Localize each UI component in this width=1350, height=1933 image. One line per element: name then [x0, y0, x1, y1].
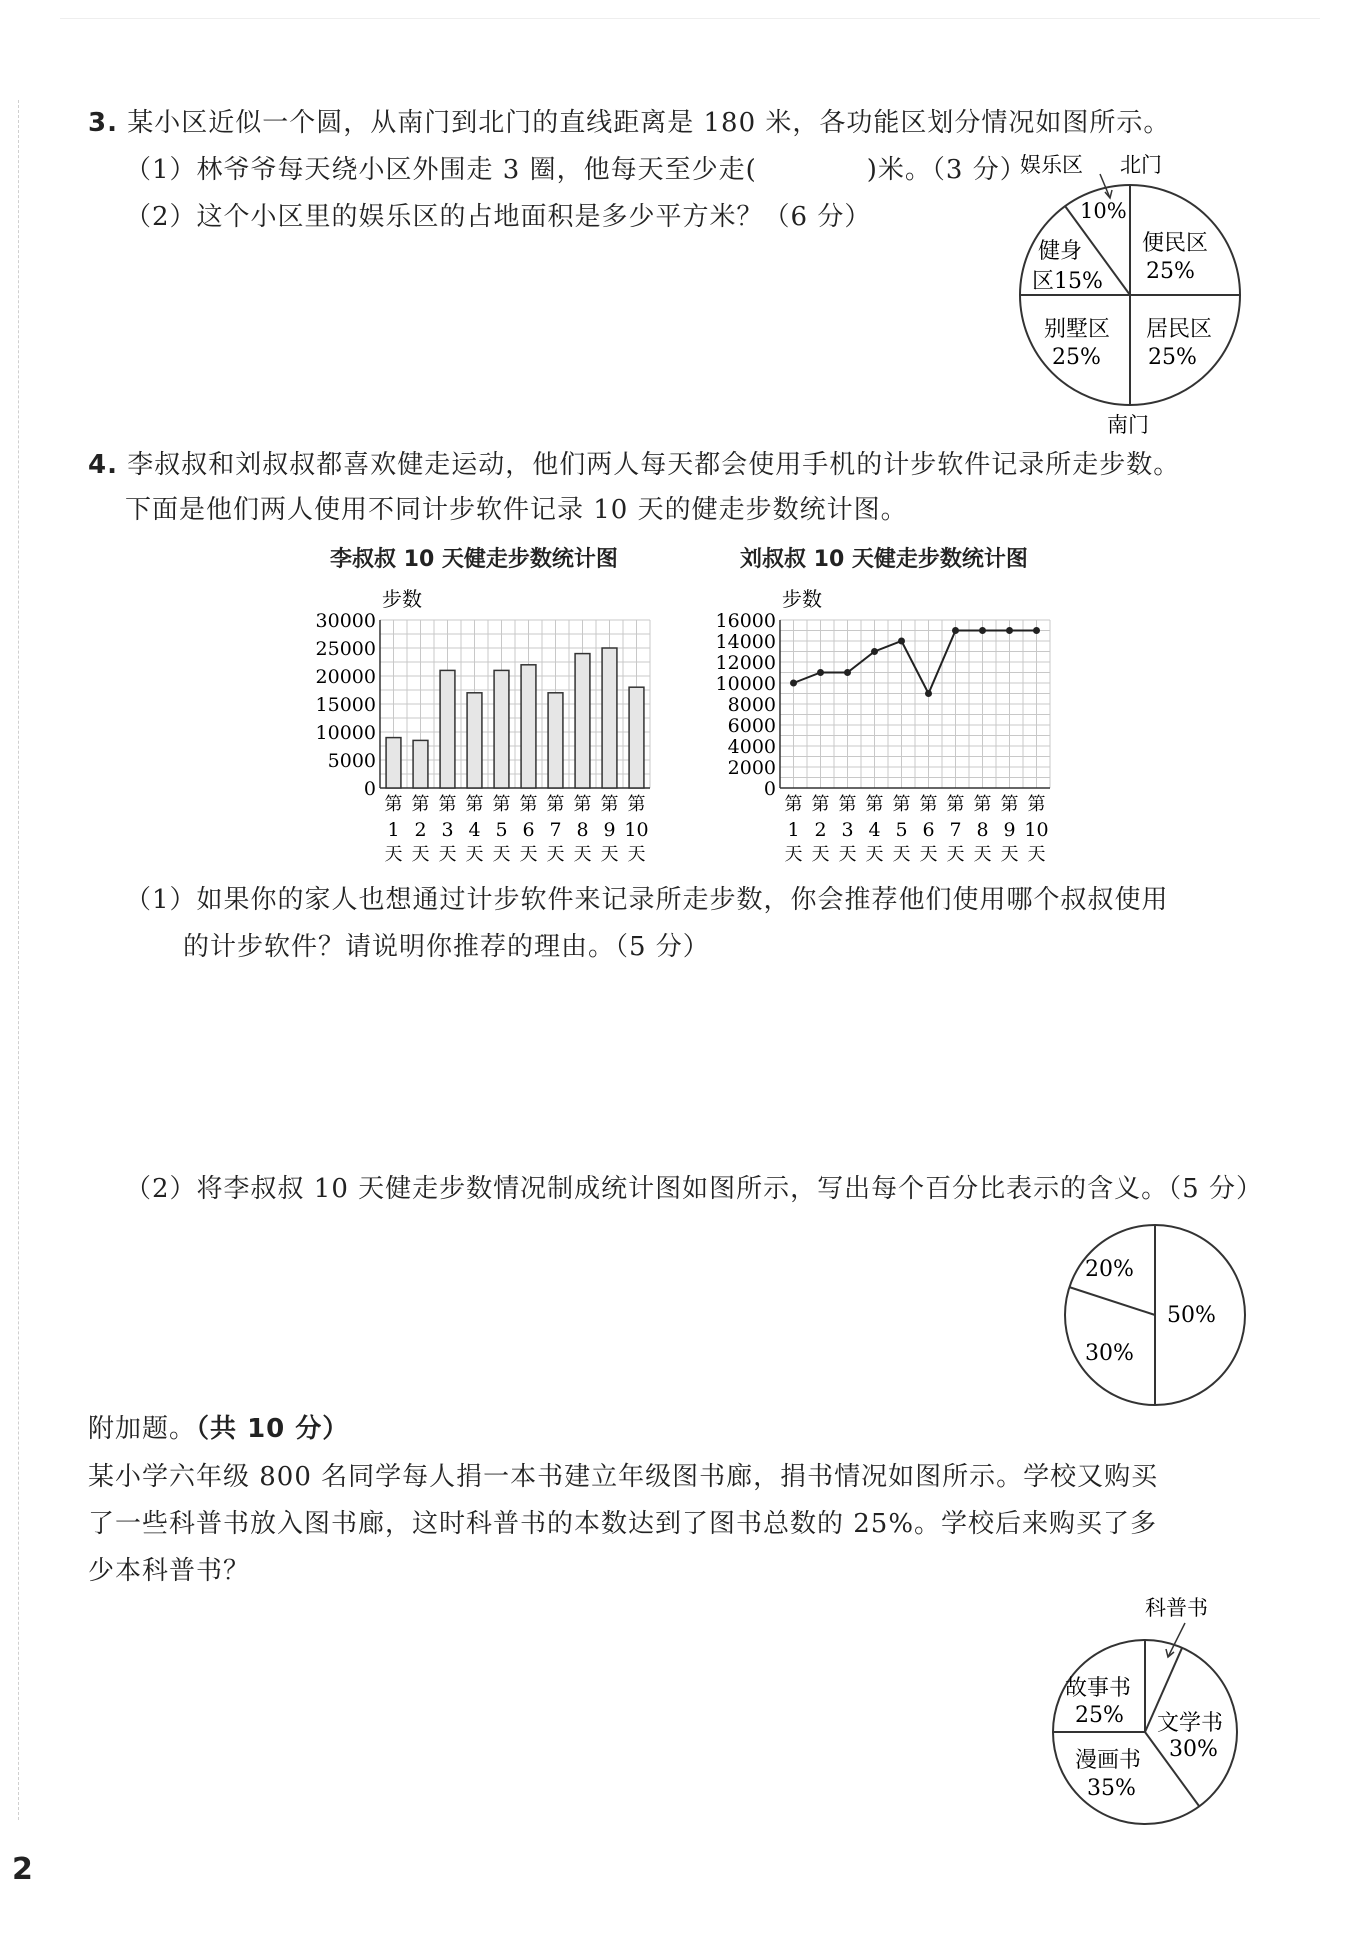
bar-chart-bar: [521, 665, 536, 788]
bar-chart-x-tick-bot: 天: [492, 844, 511, 865]
bar-chart-title: 李叔叔 10 天健走步数统计图: [330, 547, 618, 572]
bar-chart-x-tick-top: 第: [384, 794, 403, 815]
bar-chart-x-tick-num: 7: [549, 819, 562, 841]
bar-chart-x-tick-bot: 天: [627, 844, 646, 865]
line-chart-y-tick: 0: [763, 778, 776, 800]
q3-stem: [88, 106, 1170, 140]
q3-number: 3.: [88, 108, 118, 138]
bar-chart-x-tick-top: 第: [438, 794, 457, 815]
bar-chart-y-tick: 20000: [315, 666, 376, 688]
bar-chart-x-tick-num: 1: [387, 819, 400, 841]
bar-chart-bar: [602, 648, 617, 788]
bonus-line1: 某小学六年级 800 名同学每人捐一本书建立年级图书廊，捐书情况如图所示。学校又购买: [88, 1462, 1159, 1492]
bonus-pie-wenxue: 文学书: [1157, 1711, 1224, 1736]
page-top-edge: [60, 18, 1320, 19]
bar-chart-x-tick-bot: 天: [384, 844, 403, 865]
q4-pie-chart: [1055, 1220, 1255, 1410]
line-chart-point: [1033, 627, 1040, 634]
bar-chart-x-tick-num: 6: [522, 819, 535, 841]
bar-chart-x-tick-top: 第: [627, 794, 646, 815]
line-chart-x-tick-top: 第: [784, 794, 803, 815]
bonus-heading: [88, 1412, 349, 1446]
bar-chart-x-tick-num: 4: [468, 819, 481, 841]
q4-sub1-answer-area[interactable]: [120, 975, 1250, 1155]
bar-chart-bar: [494, 670, 509, 788]
line-chart-x-tick-bot: 天: [946, 844, 965, 865]
line-chart-x-tick-num: 4: [868, 819, 881, 841]
line-chart-x-tick-bot: 天: [865, 844, 884, 865]
bonus-pie-gushi: 故事书: [1065, 1676, 1132, 1701]
line-chart-y-tick: 2000: [727, 757, 776, 779]
line-chart-x-tick-top: 第: [946, 794, 965, 815]
q3-pie-yule-label: 娱乐区: [1020, 153, 1083, 177]
line-chart-y-label: 步数: [782, 587, 822, 611]
q3-pie-bieshu-pct: 25%: [1052, 345, 1101, 370]
line-chart-y-tick: 8000: [727, 694, 776, 716]
q3-pie-jianshen-b: 区15%: [1032, 269, 1103, 294]
line-chart-x-tick-bot: 天: [1000, 844, 1019, 865]
q3-pie-jumin: 居民区: [1146, 317, 1213, 342]
bar-chart-x-tick-top: 第: [411, 794, 430, 815]
line-chart-x-tick-bot: 天: [1027, 844, 1046, 865]
line-chart-x-tick-num: 10: [1024, 819, 1049, 841]
q4-sub1-line2: 的计步软件？请说明你推荐的理由。（5 分）: [183, 932, 710, 962]
bar-chart-x-tick-top: 第: [492, 794, 511, 815]
bar-chart-bar: [629, 687, 644, 788]
q3-pie-north-gate: 北门: [1120, 153, 1162, 177]
line-chart-y-tick: 6000: [727, 715, 776, 737]
bar-chart-x-tick-bot: 天: [411, 844, 430, 865]
line-chart-point: [1006, 627, 1013, 634]
q3-pie-pointer: [1100, 174, 1110, 198]
q3-pie-yule-pct: 10%: [1080, 199, 1127, 223]
bar-chart-x-tick-bot: 天: [546, 844, 565, 865]
bar-chart-x-tick-num: 3: [441, 819, 454, 841]
q4-number: 4.: [88, 450, 118, 480]
q3-pie-jumin-pct: 25%: [1148, 345, 1197, 370]
line-chart-point: [952, 627, 959, 634]
bar-chart-x-tick-top: 第: [519, 794, 538, 815]
line-chart-x-tick-bot: 天: [892, 844, 911, 865]
line-chart-point: [844, 669, 851, 676]
q4-pie-30: 30%: [1085, 1341, 1134, 1366]
bar-chart-x-tick-top: 第: [546, 794, 565, 815]
bonus-pie-kepu: 科普书: [1145, 1596, 1208, 1620]
line-chart-x-tick-top: 第: [811, 794, 830, 815]
bar-chart-x-tick-bot: 天: [465, 844, 484, 865]
q3-pie-south-gate: 南门: [1107, 413, 1149, 437]
bar-chart-bar: [386, 738, 401, 788]
bar-chart-x-tick-top: 第: [465, 794, 484, 815]
bar-chart-y-tick: 15000: [315, 694, 376, 716]
bonus-title: 附加题。: [88, 1414, 197, 1444]
bar-chart-y-label: 步数: [382, 587, 422, 611]
bar-chart-x-tick-bot: 天: [600, 844, 619, 865]
page-number: 2: [12, 1852, 33, 1887]
bar-chart-y-tick: 30000: [315, 610, 376, 632]
q4-pie-divider-left: [1069, 1287, 1155, 1315]
bonus-pie-manhua: 漫画书: [1075, 1748, 1142, 1773]
line-chart-x-tick-bot: 天: [838, 844, 857, 865]
bar-chart-x-tick-bot: 天: [438, 844, 457, 865]
bar-chart-x-tick-num: 9: [603, 819, 616, 841]
bonus-pie-gushi-pct: 25%: [1075, 1703, 1124, 1728]
bonus-line2: 了一些科普书放入图书廊，这时科普书的本数达到了图书总数的 25%。学校后来购买了多: [88, 1509, 1158, 1539]
line-chart-x-tick-num: 1: [787, 819, 800, 841]
line-chart-x-tick-bot: 天: [811, 844, 830, 865]
q3-pie-chart: [1000, 150, 1260, 440]
bar-chart-bar: [575, 654, 590, 788]
q4-stem-text1: 李叔叔和刘叔叔都喜欢健走运动，他们两人每天都会使用手机的计步软件记录所走步数。: [127, 450, 1181, 480]
q3-pie-bieshu: 别墅区: [1044, 317, 1111, 342]
line-chart-x-tick-top: 第: [1000, 794, 1019, 815]
line-chart-x-tick-top: 第: [838, 794, 857, 815]
line-chart-x-tick-num: 9: [1003, 819, 1016, 841]
bonus-score: （共 10 分）: [196, 1414, 350, 1444]
bonus-line3: 少本科普书？: [88, 1556, 251, 1586]
li-bar-chart: [290, 575, 680, 875]
q4-stem-line2: 下面是他们两人使用不同计步软件记录 10 天的健走步数统计图。: [125, 495, 908, 525]
bar-chart-bar: [467, 693, 482, 788]
q4-pie-50: 50%: [1167, 1303, 1216, 1328]
line-chart-x-tick-top: 第: [865, 794, 884, 815]
liu-line-chart: [700, 575, 1080, 875]
bonus-pie-chart: [1035, 1595, 1255, 1830]
bonus-pie-wenxue-pct: 30%: [1169, 1737, 1218, 1762]
q3-stem-text: 某小区近似一个圆，从南门到北门的直线距离是 180 米，各功能区划分情况如图所示。: [127, 108, 1171, 138]
q4-sub2: （2）将李叔叔 10 天健走步数情况制成统计图如图所示，写出每个百分比表示的含义。（5 分）: [125, 1174, 1263, 1204]
line-chart-x-tick-num: 5: [895, 819, 908, 841]
line-chart-title: 刘叔叔 10 天健走步数统计图: [740, 547, 1028, 572]
bar-chart-x-tick-bot: 天: [519, 844, 538, 865]
line-chart-point: [817, 669, 824, 676]
bar-chart-bar: [440, 670, 455, 788]
q3-sub1: [125, 153, 1027, 187]
bar-chart-x-tick-top: 第: [573, 794, 592, 815]
q4-stem-line1: [88, 448, 1180, 482]
bar-chart-x-tick-num: 5: [495, 819, 508, 841]
line-chart-point: [898, 638, 905, 645]
line-chart-point: [871, 648, 878, 655]
line-chart-x-tick-bot: 天: [973, 844, 992, 865]
line-chart-y-tick: 14000: [715, 631, 776, 653]
q3-pie-bianmin-pct: 25%: [1146, 259, 1195, 284]
q3-sub1-pre: （1）林爷爷每天绕小区外围走 3 圈，他每天至少走(: [125, 155, 757, 185]
line-chart-x-tick-bot: 天: [784, 844, 803, 865]
bar-chart-x-tick-top: 第: [600, 794, 619, 815]
line-chart-x-tick-num: 3: [841, 819, 854, 841]
bonus-pie-pointer: [1168, 1623, 1185, 1657]
q4-pie-20: 20%: [1085, 1257, 1134, 1282]
bar-chart-bar: [548, 693, 563, 788]
bar-chart-y-tick: 10000: [315, 722, 376, 744]
bar-chart-x-tick-num: 10: [624, 819, 649, 841]
line-chart-x-tick-top: 第: [973, 794, 992, 815]
bar-chart-x-tick-num: 2: [414, 819, 427, 841]
page-left-margin: [18, 100, 19, 1820]
line-chart-x-tick-num: 6: [922, 819, 935, 841]
line-chart-x-tick-top: 第: [892, 794, 911, 815]
q3-pie-jianshen-a: 健身: [1038, 239, 1083, 264]
line-chart-y-tick: 12000: [715, 652, 776, 674]
bar-chart-y-tick: 0: [363, 778, 376, 800]
line-chart-y-tick: 4000: [727, 736, 776, 758]
line-chart-x-tick-top: 第: [1027, 794, 1046, 815]
line-chart-x-tick-num: 2: [814, 819, 827, 841]
q3-sub1-post: )米。（3 分）: [866, 155, 1027, 185]
line-chart-point: [979, 627, 986, 634]
line-chart-y-tick: 10000: [715, 673, 776, 695]
bar-chart-y-tick: 5000: [327, 750, 376, 772]
q4-sub1-line1: （1）如果你的家人也想通过计步软件来记录所走步数，你会推荐他们使用哪个叔叔使用: [125, 885, 1169, 915]
line-chart-point: [925, 690, 932, 697]
bonus-pie-manhua-pct: 35%: [1087, 1776, 1136, 1801]
line-chart-x-tick-top: 第: [919, 794, 938, 815]
line-chart-y-tick: 16000: [715, 610, 776, 632]
q3-sub2: （2）这个小区里的娱乐区的占地面积是多少平方米？（6 分）: [125, 202, 872, 232]
line-chart-x-tick-num: 7: [949, 819, 962, 841]
q3-pie-bianmin: 便民区: [1142, 231, 1209, 256]
bar-chart-x-tick-bot: 天: [573, 844, 592, 865]
line-chart-x-tick-bot: 天: [919, 844, 938, 865]
bar-chart-bar: [413, 740, 428, 788]
bar-chart-x-tick-num: 8: [576, 819, 589, 841]
line-chart-point: [790, 680, 797, 687]
line-chart-x-tick-num: 8: [976, 819, 989, 841]
bar-chart-y-tick: 25000: [315, 638, 376, 660]
